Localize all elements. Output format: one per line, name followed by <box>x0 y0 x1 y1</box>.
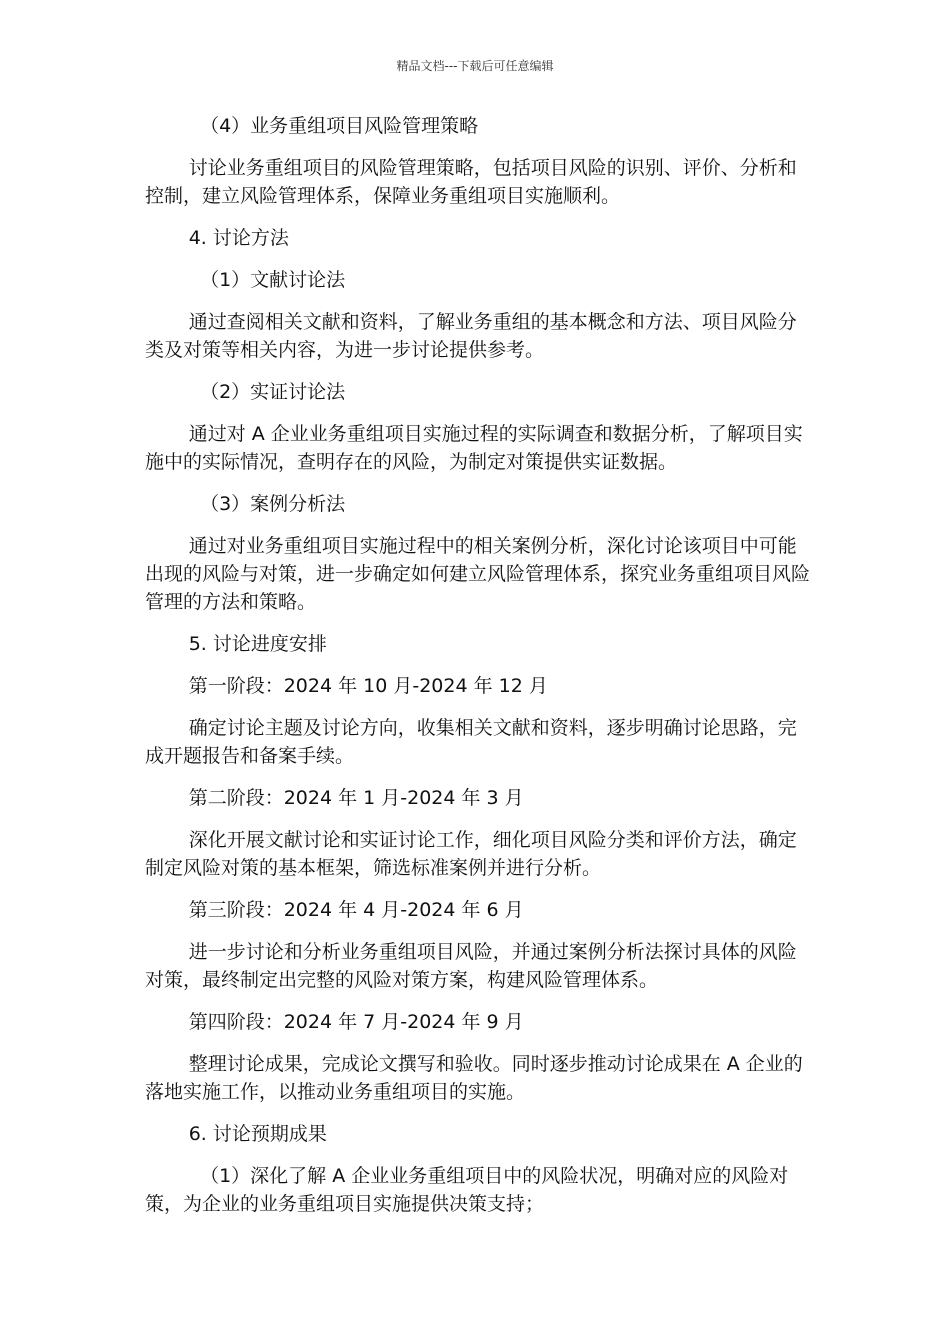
section-heading-strategy: （4）业务重组项目风险管理策略 <box>200 115 479 137</box>
section-heading-expected-results: 6. 讨论预期成果 <box>188 1123 327 1145</box>
schedule-stage-1: 第一阶段：2024 年 10 月-2024 年 12 月 <box>188 675 548 697</box>
section-heading-methods: 4. 讨论方法 <box>188 227 289 249</box>
section-heading-schedule: 5. 讨论进度安排 <box>188 633 327 655</box>
paragraph-stage-3: 进一步讨论和分析业务重组项目风险，并通过案例分析法探讨具体的风险对策，最终制定出完整的风险对策方案，构建风险管理体系。 <box>145 941 797 991</box>
subheading-literature-method: （1）文献讨论法 <box>200 269 346 291</box>
paragraph-expected-result-1: （1）深化了解 A 企业业务重组项目中的风险状况，明确对应的风险对策，为企业的业务重组项目实施提供决策支持； <box>145 1165 789 1215</box>
subheading-case-method: （3）案例分析法 <box>200 493 346 515</box>
paragraph-literature-method: 通过查阅相关文献和资料，了解业务重组的基本概念和方法、项目风险分类及对策等相关内容，为进一步讨论提供参考。 <box>145 311 797 361</box>
page-header: 精品文档---下载后可任意编辑 <box>396 59 554 73</box>
paragraph-stage-4: 整理讨论成果，完成论文撰写和验收。同时逐步推动讨论成果在 A 企业的落地实施工作，以推动业务重组项目的实施。 <box>145 1053 803 1103</box>
document-body <box>145 112 810 1232</box>
schedule-stage-4: 第四阶段：2024 年 7 月-2024 年 9 月 <box>188 1011 524 1033</box>
paragraph-stage-1: 确定讨论主题及讨论方向，收集相关文献和资料，逐步明确讨论思路，完成开题报告和备案手续。 <box>145 717 797 767</box>
paragraph-case-method: 通过对业务重组项目实施过程中的相关案例分析，深化讨论该项目中可能出现的风险与对策，进一步确定如何建立风险管理体系，探究业务重组项目风险管理的方法和策略。 <box>145 535 811 613</box>
schedule-stage-2: 第二阶段：2024 年 1 月-2024 年 3 月 <box>188 787 524 809</box>
schedule-stage-3: 第三阶段：2024 年 4 月-2024 年 6 月 <box>188 899 524 921</box>
subheading-empirical-method: （2）实证讨论法 <box>200 381 346 403</box>
paragraph-stage-2: 深化开展文献讨论和实证讨论工作，细化项目风险分类和评价方法，确定制定风险对策的基本框架，筛选标准案例并进行分析。 <box>145 829 797 879</box>
paragraph-empirical-method: 通过对 A 企业业务重组项目实施过程的实际调查和数据分析，了解项目实施中的实际情况，查明存在的风险，为制定对策提供实证数据。 <box>145 423 803 473</box>
paragraph-strategy-body: 讨论业务重组项目的风险管理策略，包括项目风险的识别、评价、分析和控制，建立风险管理体系，保障业务重组项目实施顺利。 <box>145 157 797 207</box>
